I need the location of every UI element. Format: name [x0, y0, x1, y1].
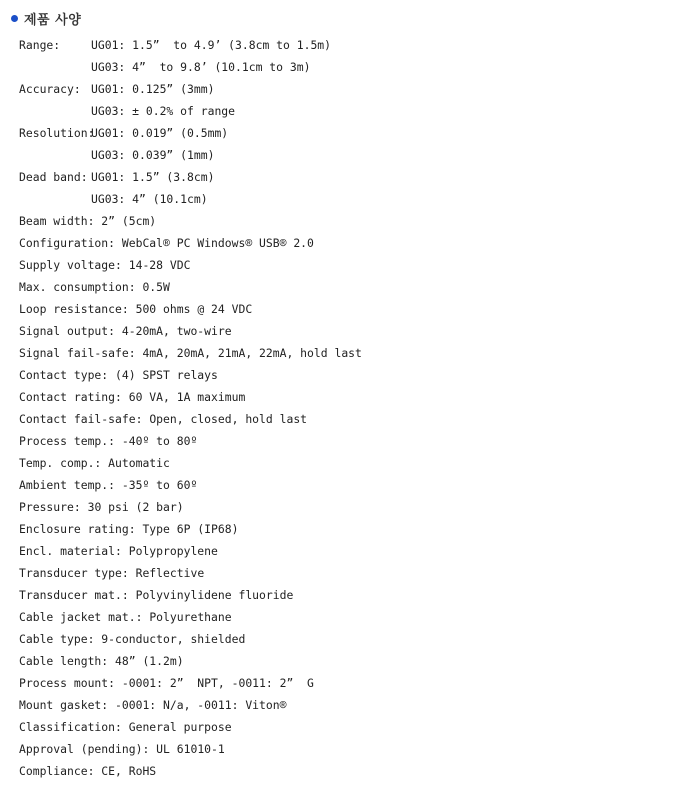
spec-row: [19, 100, 689, 122]
spec-value: Polyurethane: [149, 610, 232, 624]
spec-label: Contact type:: [19, 368, 109, 382]
spec-row: [19, 254, 689, 276]
spec-value: -0001: 2” NPT, -0011: 2” G: [121, 676, 314, 690]
section-title: 제품 사양: [24, 12, 82, 28]
spec-label: Mount gasket:: [19, 698, 109, 712]
spec-value: UG01: 1.5” (3.8cm): [91, 170, 215, 184]
spec-value: 4-20mA, two-wire: [121, 324, 232, 338]
spec-value: UL 61010-1: [156, 742, 225, 756]
spec-row: [19, 584, 689, 606]
spec-row: [19, 430, 689, 452]
spec-value: -0001: N/a, -0011: Viton®: [115, 698, 287, 712]
spec-list: [19, 34, 689, 782]
spec-value: 60 VA, 1A maximum: [128, 390, 246, 404]
spec-row: [19, 606, 689, 628]
spec-row: [19, 144, 689, 166]
spec-label: Supply voltage:: [19, 258, 122, 272]
spec-row: [19, 122, 689, 144]
spec-value: 9-conductor, shielded: [101, 632, 246, 646]
spec-label: Cable length:: [19, 654, 109, 668]
spec-row: [19, 738, 689, 760]
spec-value: 2” (5cm): [101, 214, 157, 228]
spec-label: Loop resistance:: [19, 302, 129, 316]
spec-row: [19, 716, 689, 738]
spec-value: UG01: 0.125” (3mm): [91, 82, 215, 96]
spec-label: Temp. comp.:: [19, 456, 102, 470]
spec-value: 500 ohms @ 24 VDC: [135, 302, 253, 316]
spec-value: UG01: 1.5” to 4.9’ (3.8cm to 1.5m): [91, 38, 332, 52]
spec-row: [19, 320, 689, 342]
spec-label: Configuration:: [19, 236, 116, 250]
spec-value: CE, RoHS: [101, 764, 157, 778]
spec-value: UG03: 4” (10.1cm): [91, 192, 208, 206]
spec-label: Beam width:: [19, 214, 95, 228]
spec-value: UG03: ± 0.2% of range: [91, 104, 236, 118]
spec-value: General purpose: [128, 720, 232, 734]
spec-value: Reflective: [135, 566, 205, 580]
spec-label: Cable jacket mat.:: [19, 610, 143, 624]
spec-row: [19, 166, 689, 188]
spec-row: [19, 364, 689, 386]
spec-row: [19, 540, 689, 562]
spec-value: WebCal® PC Windows® USB® 2.0: [121, 236, 314, 250]
spec-row: [19, 452, 689, 474]
spec-label: Cable type:: [19, 632, 95, 646]
spec-label: Contact rating:: [19, 390, 122, 404]
spec-value: Polyvinylidene fluoride: [135, 588, 294, 602]
spec-value: Open, closed, hold last: [149, 412, 308, 426]
spec-label: Range:: [19, 38, 61, 52]
spec-label: Transducer type:: [19, 566, 129, 580]
spec-label: Pressure:: [19, 500, 81, 514]
spec-label: Enclosure rating:: [19, 522, 136, 536]
spec-label: Ambient temp.:: [19, 478, 116, 492]
spec-row: [19, 210, 689, 232]
spec-label: Encl. material:: [19, 544, 122, 558]
spec-label: Process mount:: [19, 676, 116, 690]
spec-row: [19, 496, 689, 518]
spec-value: UG03: 4” to 9.8’ (10.1cm to 3m): [91, 60, 311, 74]
spec-value: 48” (1.2m): [115, 654, 184, 668]
spec-row: [19, 760, 689, 782]
spec-value: 0.5W: [142, 280, 170, 294]
spec-row: [19, 474, 689, 496]
spec-value: -35º to 60º: [121, 478, 198, 492]
spec-row: [19, 298, 689, 320]
bullet-icon: [11, 15, 18, 22]
spec-row: [19, 408, 689, 430]
spec-value: Type 6P (IP68): [142, 522, 239, 536]
spec-label: Signal output:: [19, 324, 116, 338]
spec-row: [19, 628, 689, 650]
spec-label: Transducer mat.:: [19, 588, 129, 602]
spec-row: [19, 562, 689, 584]
spec-label: Max. consumption:: [19, 280, 136, 294]
spec-label: Resolution:: [19, 126, 95, 140]
spec-row: [19, 518, 689, 540]
spec-label: Accuracy:: [19, 82, 81, 96]
spec-value: 30 psi (2 bar): [87, 500, 184, 514]
spec-row: [19, 342, 689, 364]
spec-value: UG03: 0.039” (1mm): [91, 148, 215, 162]
spec-value: Polypropylene: [128, 544, 218, 558]
spec-row: [19, 650, 689, 672]
spec-row: [19, 232, 689, 254]
spec-row: [19, 276, 689, 298]
spec-value: (4) SPST relays: [115, 368, 218, 382]
spec-row: [19, 56, 689, 78]
spec-row: [19, 34, 689, 56]
spec-label: Signal fail-safe:: [19, 346, 136, 360]
spec-row: [19, 188, 689, 210]
spec-label: Dead band:: [19, 170, 88, 184]
spec-row: [19, 694, 689, 716]
spec-label: Approval (pending):: [19, 742, 150, 756]
spec-value: -40º to 80º: [121, 434, 198, 448]
spec-row: [19, 78, 689, 100]
spec-value: 14-28 VDC: [128, 258, 191, 272]
spec-row: [19, 386, 689, 408]
spec-label: Classification:: [19, 720, 122, 734]
spec-row: [19, 672, 689, 694]
spec-value: Automatic: [108, 456, 170, 470]
spec-label: Process temp.:: [19, 434, 116, 448]
section-heading: [11, 8, 81, 28]
spec-value: UG01: 0.019” (0.5mm): [91, 126, 229, 140]
spec-value: 4mA, 20mA, 21mA, 22mA, hold last: [142, 346, 362, 360]
spec-label: Compliance:: [19, 764, 95, 778]
spec-label: Contact fail-safe:: [19, 412, 143, 426]
